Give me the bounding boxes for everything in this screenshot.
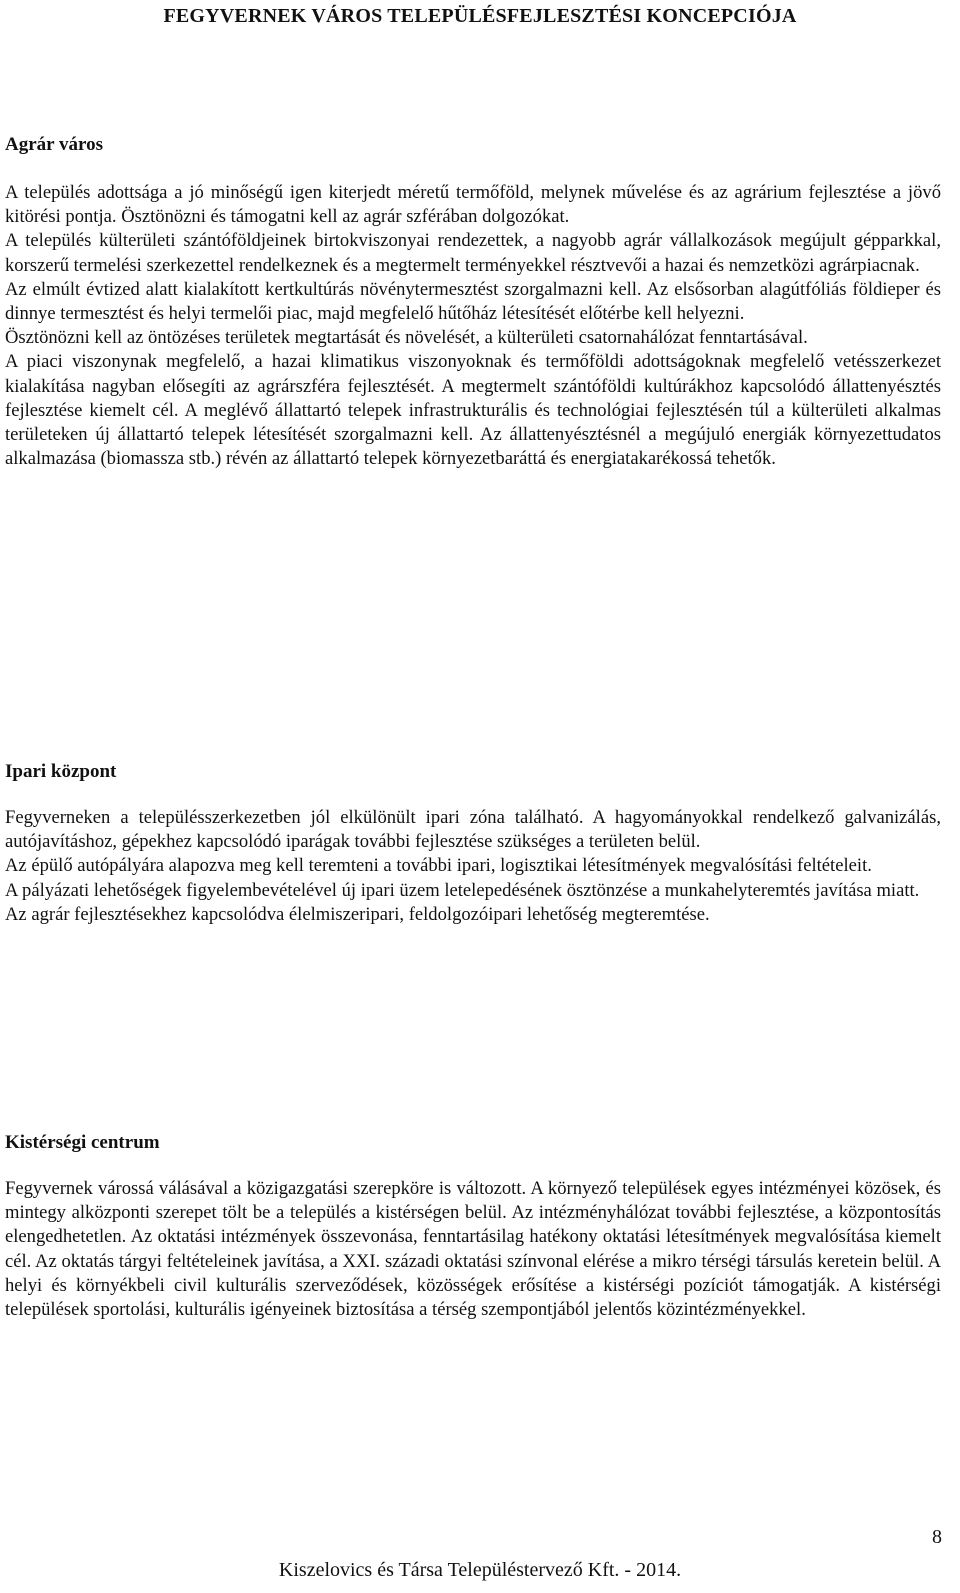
section-title-agrar: Agrár város: [5, 134, 103, 155]
ipari-paragraph-3: A pályázati lehetőségek figyelembevételével új ipari üzem letelepedésének ösztönzése a munkahelyteremtés javítása miatt.: [5, 879, 920, 901]
agrar-paragraph-5: A piaci viszonynak megfelelő, a hazai klimatikus viszonyoknak és termőföldi adottságoknak megfelelő vetésszerkezet kialakítása nagyban elősegíti az agrárszféra fejlesztését. A megtermelt szántóföldi kultúrákhoz kapcsolódó állattenyésztés fejlesztése kiemelt cél. A meglévő állattartó telepek infrastrukturális és technológiai fejlesztésén túl a külterületi alkalmas területeken új állattartó telepek létesítését szorgalmazni kell. Az állattenyésztésnél a megújuló energiák környezettudatos alkalmazása (biomassza stb.) révén az állattartó telepek környezetbaráttá és energiatakarékossá tehetők.: [5, 351, 941, 470]
section-agrar: [5, 133, 941, 471]
ipari-paragraph-4: Az agrár fejlesztésekhez kapcsolódva élelmiszeripari, feldolgozóipari lehetőség megteremtése.: [5, 903, 710, 925]
page-number: 8: [932, 1526, 942, 1548]
ipari-paragraph-2: Az épülő autópályára alapozva meg kell teremteni a további ipari, logisztikai létesítmények megvalósítási feltételeit.: [5, 855, 872, 877]
document-header: FEGYVERNEK VÁROS TELEPÜLÉSFEJLESZTÉSI KONCEPCIÓJA: [163, 5, 797, 27]
section-kisterseg: [5, 1131, 941, 1322]
agrar-paragraph-2: A település külterületi szántóföldjeinek birtokviszonyai rendezettek, a nagyobb agrár vállalkozások megújult gépparkkal, korszerű termelési szerkezettel rendelkeznek és a megtermelt terményekkel résztvevői a hazai és nemzetközi agrárpiacnak.: [5, 230, 941, 276]
agrar-paragraph-4: Ösztönözni kell az öntözéses területek megtartását és növelését, a külterületi csatornahálózat fenntartásával.: [5, 327, 808, 349]
footer-credit: Kiszelovics és Társa Településtervező Kft. - 2014.: [278, 1559, 682, 1581]
section-ipari: [5, 760, 941, 927]
kisterseg-paragraph-1: Fegyvernek várossá válásával a közigazgatási szerepköre is változott. A környező települések egyes intézményei közösek, és mintegy alközponti szerepet tölt be a település a kistérségen belül. Az intézményhálózat további fejlesztése, a központosítás elengedhetetlen. Az oktatási intézmények összevonása, fenntartásilag hatékony oktatási létesítmények megvalósítása kiemelt cél. Az oktatás tárgyi feltételeinek javítása, a XXI. századi oktatási színvonal elérése a mikro térségi társulás keretein belül. A helyi és környékbeli civil kulturális szerveződések, közösségek erősítése a kistérségi pozíciót támogatják. A kistérségi települések sportolási, kulturális igényeinek biztosítása a térség szempontjából jelentős közintézményekkel.: [5, 1178, 941, 1321]
agrar-paragraph-3: Az elmúlt évtized alatt kialakított kertkultúrás növénytermesztést szorgalmazni kell. Az elsősorban alagútfóliás földieper és dinnye termesztést és helyi termelői piac, majd megfelelő hűtőház létesítését előtérbe kell helyezni.: [5, 278, 941, 325]
section-title-kisterseg: Kistérségi centrum: [5, 1132, 160, 1153]
agrar-paragraph-1: A település adottsága a jó minőségű igen kiterjedt méretű termőföld, melynek művelése és az agrárium fejlesztése a jövő kitörési pontja. Ösztönözni és támogatni kell az agrár szférában dolgozókat.: [5, 182, 941, 228]
section-title-ipari: Ipari központ: [5, 761, 117, 782]
ipari-paragraph-1: Fegyverneken a településszerkezetben jól elkülönült ipari zóna található. A hagyományokkal rendelkező galvanizálás, autójavításhoz, gépekhez kapcsolódó iparágak további fejlesztése szükséges a területen belül.: [5, 807, 941, 853]
